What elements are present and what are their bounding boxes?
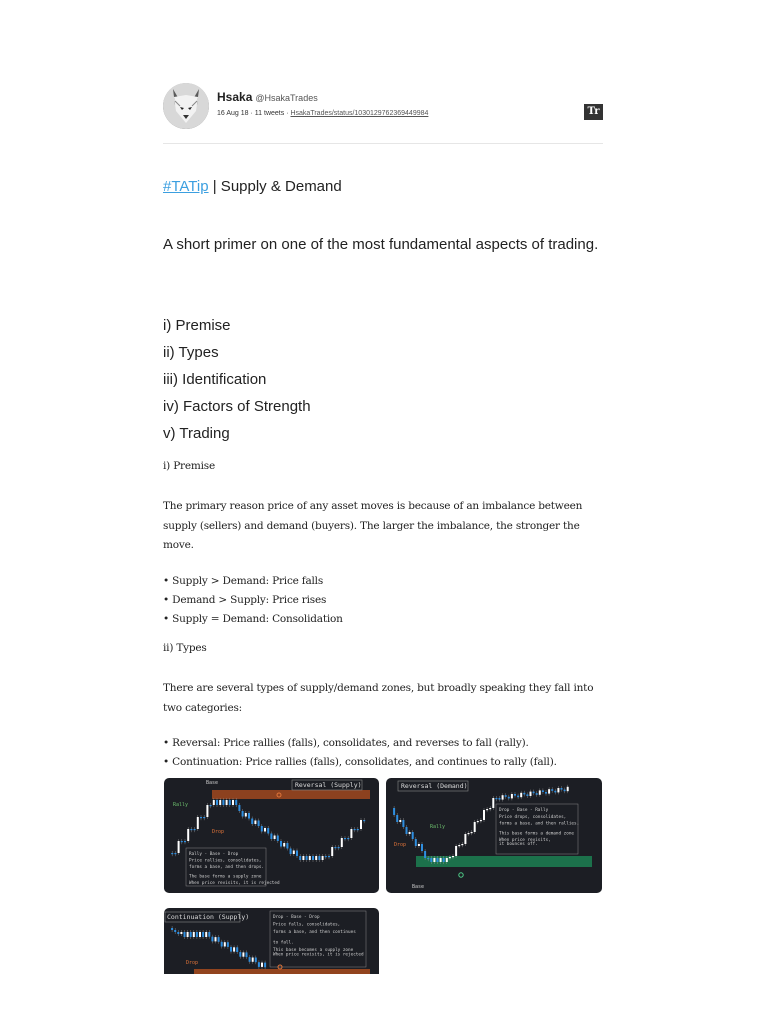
base-label: Base: [412, 884, 425, 890]
reversal-supply-chart-image[interactable]: [164, 778, 379, 893]
author-handle[interactable]: @HsakaTrades: [255, 93, 318, 103]
candle-body: [261, 826, 263, 832]
annotation-line: it bounces off.: [499, 842, 538, 847]
premise-paragraph: The primary reason price of any asset moves is because of an imbalance between supply (sellers) and demand (buyers). The larger the imbalance, the stronger the move.: [163, 500, 583, 551]
candle-body: [194, 829, 196, 830]
tweet-count: 11 tweets: [254, 110, 285, 117]
candle-body: [458, 845, 460, 846]
reversal-demand-chart-image[interactable]: [386, 778, 602, 893]
candle-body: [235, 800, 237, 805]
candle-body: [280, 841, 282, 847]
candle-body: [557, 788, 559, 792]
annotation-line: This base becomes a supply zone: [273, 948, 354, 953]
candle-body: [424, 851, 426, 858]
candle-body: [246, 952, 248, 957]
chart-title: Reversal (Supply): [295, 781, 362, 789]
candle-body: [502, 795, 504, 799]
list-item: • Continuation: Price rallies (falls), consolidates, and continues to rally (fall).: [163, 756, 557, 768]
annotation-line: When price revisits, it is rejected: [273, 952, 364, 958]
candle-body: [331, 847, 333, 856]
annotation-line: Price rallies, consolidates,: [189, 858, 262, 864]
candle-body: [492, 798, 494, 808]
candle-body: [245, 813, 247, 817]
annotation-line: forms a base, and then rallies.: [499, 821, 580, 827]
candle-body: [211, 937, 213, 942]
candle-body: [274, 836, 276, 840]
drop-label: Drop: [186, 960, 199, 966]
candle-body: [309, 856, 311, 860]
candle-body: [354, 829, 356, 830]
annotation-line: forms a base, and then drops.: [189, 865, 265, 870]
candle-body: [468, 833, 470, 834]
candle-body: [215, 937, 217, 941]
candle-body: [567, 787, 569, 791]
candle-body: [258, 821, 260, 827]
candle-body: [174, 930, 176, 932]
revisit-marker: [459, 873, 463, 877]
annotation-line: Rally - Base - Drop: [189, 852, 239, 857]
candle-body: [347, 838, 349, 839]
candle-body: [264, 828, 266, 832]
hashtag-link[interactable]: #TATip: [163, 178, 209, 195]
candle-body: [452, 856, 454, 857]
chart-title: Reversal (Demand): [401, 782, 468, 790]
candle-body: [542, 790, 544, 792]
candle-body: [334, 847, 336, 848]
candle-body: [226, 800, 228, 805]
candle-body: [208, 932, 210, 937]
candle-body: [402, 820, 404, 827]
section-heading-types: ii) Types: [163, 642, 207, 654]
candle-body: [363, 820, 365, 821]
candle-body: [203, 817, 205, 818]
candle-body: [248, 813, 250, 819]
drop-label: Drop: [212, 829, 225, 835]
candle-body: [406, 827, 408, 834]
annotation-line: to fall.: [273, 940, 294, 946]
candle-body: [338, 847, 340, 848]
candle-body: [483, 810, 485, 820]
candle-body: [508, 797, 510, 799]
candle-body: [427, 858, 429, 859]
candle-body: [242, 952, 244, 956]
candle-body: [412, 832, 414, 839]
candle-body: [218, 937, 220, 942]
candle-body: [216, 800, 218, 805]
candle-body: [171, 928, 173, 930]
candle-body: [489, 808, 491, 809]
candle-body: [190, 932, 192, 937]
tweet-date: 16 Aug 18: [217, 110, 249, 117]
thread-title: #TATip | Supply & Demand: [163, 178, 342, 195]
candle-body: [174, 853, 176, 854]
candle-body: [393, 808, 395, 815]
candle-body: [239, 952, 241, 957]
candle-body: [315, 856, 317, 860]
candle-body: [227, 942, 229, 947]
premise-bullets: [163, 572, 343, 629]
candle-body: [200, 817, 202, 818]
threadreader-logo[interactable]: Tr: [584, 104, 603, 120]
candle-body: [238, 805, 240, 811]
candle-body: [267, 828, 269, 834]
candle-body: [232, 800, 234, 805]
candle-body: [178, 841, 180, 853]
annotation-line: Drop - Base - Rally: [499, 808, 549, 813]
candle-body: [199, 932, 201, 937]
base-label: Base: [206, 780, 219, 786]
candle-body: [551, 789, 553, 791]
candle-body: [480, 820, 482, 821]
candle-body: [505, 795, 507, 797]
annotation-line: forms a base, and then continues: [273, 930, 356, 935]
annotation-text: [189, 851, 280, 886]
chart-title: Continuation (Supply): [167, 913, 250, 921]
supply-zone: [194, 969, 370, 974]
candle-body: [341, 838, 343, 847]
candle-body: [328, 856, 330, 857]
candle-body: [523, 793, 525, 795]
toc-item: v) Trading: [163, 425, 230, 442]
candle-body: [495, 798, 497, 799]
candle-body: [251, 819, 253, 825]
candle-body: [499, 798, 501, 800]
candle-body: [213, 800, 215, 805]
candle-body: [399, 820, 401, 822]
candle-body: [242, 811, 244, 817]
candle-body: [255, 958, 257, 963]
tweet-meta: 16 Aug 18 · 11 tweets · HsakaTrades/status/1030129762369449984: [217, 110, 429, 117]
types-paragraph: There are several types of supply/demand zones, but broadly speaking they fall into two categories:: [163, 682, 594, 714]
candle-body: [545, 792, 547, 794]
annotation-line: The base forms a supply zone: [189, 874, 262, 880]
candle-body: [205, 932, 207, 937]
candle-body: [357, 829, 359, 830]
candle-body: [299, 856, 301, 860]
candle-body: [409, 832, 411, 834]
candle-body: [350, 829, 352, 838]
candle-body: [396, 815, 398, 822]
candle-body: [477, 821, 479, 822]
candle-body: [526, 794, 528, 796]
candle-body: [187, 932, 189, 937]
candle-body: [277, 836, 279, 842]
candle-body: [561, 788, 563, 790]
source-link[interactable]: HsakaTrades/status/1030129762369449984: [290, 110, 429, 117]
candle-body: [210, 805, 212, 806]
candle-body: [530, 792, 532, 796]
candle-body: [224, 942, 226, 946]
candle-body: [187, 829, 189, 841]
candle-body: [443, 858, 445, 862]
candle-body: [306, 856, 308, 860]
candle-body: [471, 832, 473, 833]
annotation-line: Price drops, consolidates,: [499, 814, 567, 820]
candle-body: [440, 858, 442, 862]
candle-body: [302, 856, 304, 860]
candle-body: [415, 839, 417, 846]
rally-label: Rally: [430, 824, 446, 830]
candle-body: [197, 817, 199, 829]
candle-body: [360, 820, 362, 829]
candle-body: [252, 958, 254, 962]
candle-body: [449, 857, 451, 858]
candle-body: [318, 856, 320, 860]
table-of-contents: [163, 312, 311, 447]
candle-body: [548, 789, 550, 793]
candle-body: [464, 834, 466, 844]
toc-item: iv) Factors of Strength: [163, 398, 311, 415]
candle-body: [554, 791, 556, 793]
candle-body: [236, 947, 238, 952]
section-heading-premise: i) Premise: [163, 460, 216, 472]
candle-body: [181, 841, 183, 842]
demand-zone: [416, 856, 592, 867]
avatar[interactable]: [163, 83, 209, 129]
candle-body: [461, 844, 463, 845]
list-item: • Reversal: Price rallies (falls), consolidates, and reverses to fall (rally).: [163, 737, 529, 749]
candle-body: [196, 932, 198, 937]
drop-label: Drop: [394, 842, 407, 848]
candle-body: [286, 843, 288, 849]
candle-body: [293, 851, 295, 855]
candle-body: [184, 841, 186, 842]
list-item: • Supply = Demand: Consolidation: [163, 613, 343, 625]
candle-body: [171, 853, 173, 854]
candle-body: [296, 851, 298, 857]
annotation-line: Drop - Base - Drop: [273, 915, 320, 920]
candle-body: [264, 963, 266, 968]
candle-body: [421, 844, 423, 851]
continuation-supply-chart-image[interactable]: [164, 908, 379, 974]
candle-body: [202, 932, 204, 937]
candle-body: [230, 947, 232, 952]
candle-body: [270, 834, 272, 840]
candle-body: [261, 963, 263, 967]
candle-body: [233, 947, 235, 951]
candle-body: [258, 962, 260, 967]
supply-zone: [212, 790, 370, 799]
annotation-line: Price falls, consolidates,: [273, 922, 341, 928]
candle-body: [222, 800, 224, 805]
annotation-line: When price revisits, it is rejected: [189, 881, 280, 886]
candle-body: [539, 790, 541, 794]
candle-body: [474, 822, 476, 832]
candle-body: [536, 793, 538, 795]
candle-body: [249, 957, 251, 962]
toc-item: i) Premise: [163, 317, 231, 334]
candle-body: [446, 858, 448, 862]
list-item: • Demand > Supply: Price rises: [163, 594, 327, 606]
candle-body: [184, 932, 186, 937]
candle-body: [514, 794, 516, 796]
candle-body: [193, 932, 195, 937]
candle-body: [283, 843, 285, 847]
list-item: • Supply > Demand: Price falls: [163, 575, 324, 587]
tweet-header: [163, 83, 603, 144]
candle-body: [325, 856, 327, 857]
candle-body: [322, 856, 324, 860]
rally-label: Rally: [173, 802, 189, 808]
toc-item: iii) Identification: [163, 371, 267, 388]
candle-body: [511, 794, 513, 798]
candle-body: [312, 856, 314, 860]
candle-body: [520, 793, 522, 797]
candle-body: [190, 829, 192, 830]
candle-body: [437, 858, 439, 862]
intro-text: A short primer on one of the most fundamental aspects of trading.: [163, 236, 599, 253]
annotation-line: This base forms a demand zone: [499, 831, 575, 837]
candle-body: [290, 849, 292, 855]
candle-body: [219, 800, 221, 805]
author-name[interactable]: Hsaka @HsakaTrades: [217, 90, 318, 104]
annotation-line: When price revisits,: [499, 838, 551, 844]
candle-body: [533, 792, 535, 794]
wolf-avatar-icon: [163, 83, 209, 129]
candle-body: [455, 846, 457, 856]
candle-body: [564, 790, 566, 792]
candle-body: [517, 796, 519, 798]
candle-body: [180, 932, 182, 934]
candle-body: [221, 942, 223, 947]
candle-body: [206, 805, 208, 817]
candle-body: [344, 838, 346, 839]
types-bullets: [163, 734, 557, 772]
toc-item: ii) Types: [163, 344, 219, 361]
candle-body: [177, 932, 179, 934]
candle-body: [254, 821, 256, 825]
candle-body: [430, 858, 432, 862]
candle-body: [486, 809, 488, 810]
candle-body: [418, 844, 420, 846]
candle-body: [433, 858, 435, 862]
candle-body: [229, 800, 231, 805]
